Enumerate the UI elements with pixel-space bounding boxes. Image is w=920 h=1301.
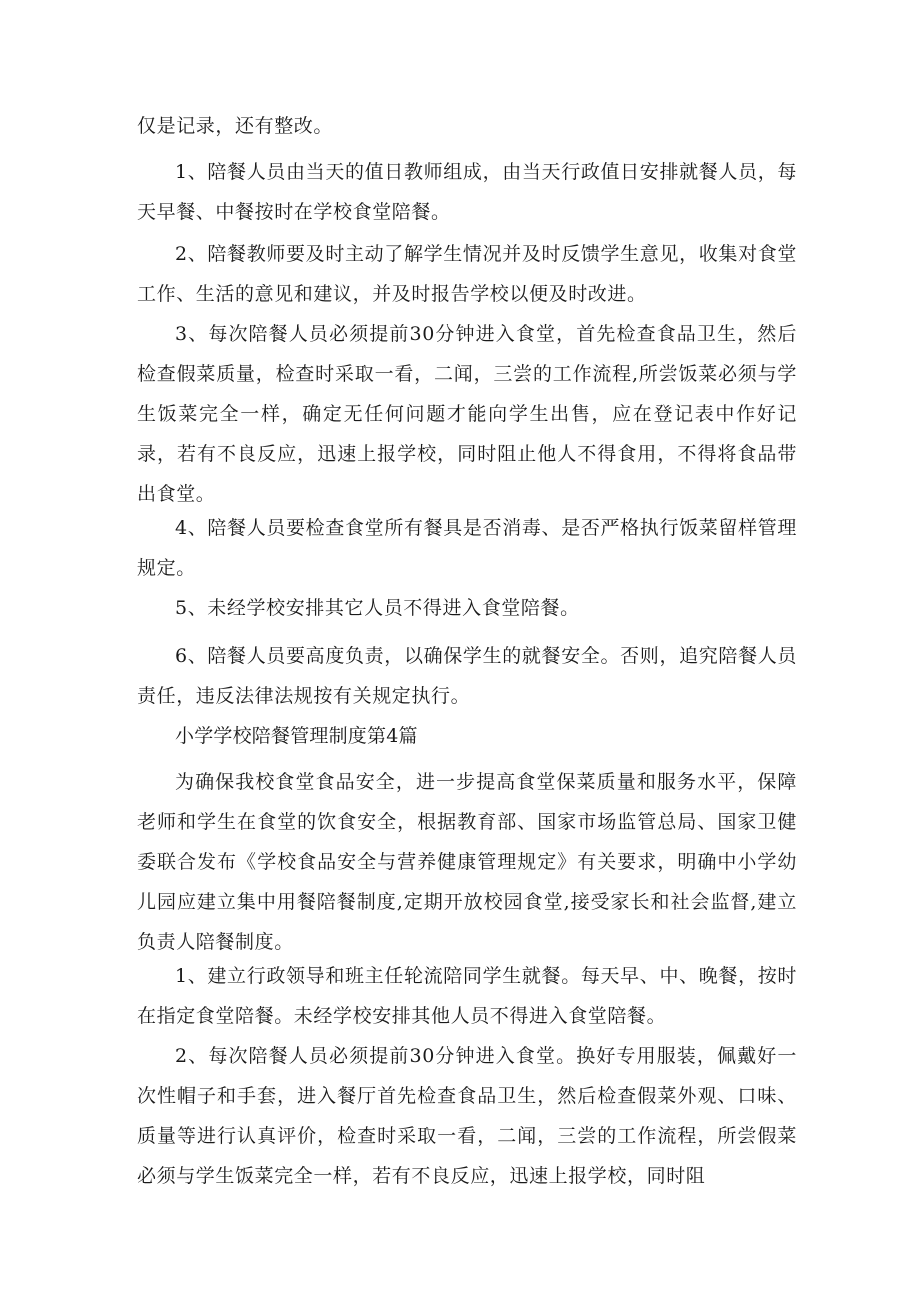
paragraph-item-4: 4、陪餐人员要检查食堂所有餐具是否消毒、是否严格执行饭菜留样管理规定。: [137, 517, 797, 579]
paragraph-item-2: 2、陪餐教师要及时主动了解学生情况并及时反馈学生意见，收集对食堂工作、生活的意见和建议，并及时报告学校以便及时改进。: [137, 243, 797, 305]
section-heading: 小学学校陪餐管理制度第4篇: [175, 725, 418, 747]
paragraph-rule-1: 1、建立行政领导和班主任轮流陪同学生就餐。每天早、中、晚餐，按时在指定食堂陪餐。未经学校安排其他人员不得进入食堂陪餐。: [137, 965, 797, 1027]
paragraph-item-3: 3、每次陪餐人员必须提前30分钟进入食堂，首先检查食品卫生，然后检查假菜质量，检查时采取一看，二闻，三尝的工作流程,所尝饭菜必须与学生饭菜完全一样，确定无任何问题才能向学生出售，应在登记表中作好记录，若有不良反应，迅速上报学校，同时阻止他人不得食用，不得将食品带出食堂。: [137, 323, 797, 505]
paragraph-intro: 为确保我校食堂食品安全，进一步提高食堂保菜质量和服务水平，保障老师和学生在食堂的饮食安全，根据教育部、国家市场监管总局、国家卫健委联合发布《学校食品安全与营养健康管理规定》有关要求，明确中小学幼儿园应建立集中用餐陪餐制度,定期开放校园食堂,接受家长和社会监督,建立负责人陪餐制度。: [137, 771, 797, 953]
paragraph-item-5: 5、未经学校安排其它人员不得进入食堂陪餐。: [175, 597, 580, 619]
paragraph-rule-2: 2、每次陪餐人员必须提前30分钟进入食堂。换好专用服装，佩戴好一次性帽子和手套，进入餐厅首先检查食品卫生，然后检查假菜外观、口味、质量等进行认真评价，检查时采取一看，二闻，三尝的工作流程，所尝假菜必须与学生饭菜完全一样，若有不良反应，迅速上报学校，同时阻: [137, 1045, 797, 1187]
paragraph-item-6: 6、陪餐人员要高度负责，以确保学生的就餐安全。否则，追究陪餐人员责任，违反法律法规按有关规定执行。: [137, 645, 797, 707]
paragraph-item-1: 1、陪餐人员由当天的值日教师组成，由当天行政值日安排就餐人员，每天早餐、中餐按时在学校食堂陪餐。: [137, 161, 797, 223]
paragraph-continuation: 仅是记录，还有整改。: [137, 115, 334, 137]
